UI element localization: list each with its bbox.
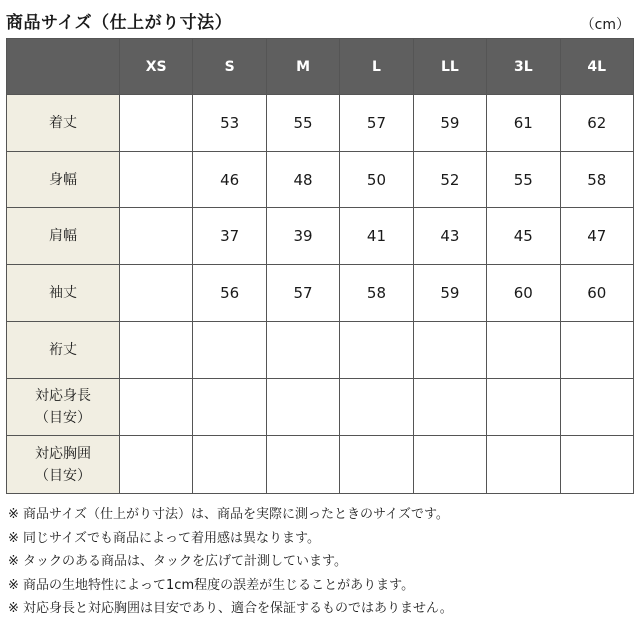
size-value-cell: 61 (487, 95, 560, 152)
header (6, 8, 634, 32)
size-value-cell (487, 321, 560, 378)
size-value-cell: 59 (413, 95, 486, 152)
row-label-text: 身幅 (49, 171, 77, 188)
size-value-cell (560, 378, 633, 436)
size-value-cell: 48 (266, 151, 339, 208)
size-value-cell: 37 (193, 208, 266, 265)
size-value-cell (120, 321, 193, 378)
size-value-cell (413, 436, 486, 494)
size-value-cell: 55 (487, 151, 560, 208)
note-item: ※ 商品サイズ（仕上がり寸法）は、商品を実際に測ったときのサイズです。 (8, 507, 449, 522)
size-value-cell: 46 (193, 151, 266, 208)
row-label-text: 対応身長 (35, 387, 91, 404)
size-value-cell (193, 436, 266, 494)
size-value-cell: 60 (487, 265, 560, 322)
table-row (7, 436, 634, 494)
size-value-cell (120, 436, 193, 494)
row-label (7, 321, 120, 378)
row-label-text: 袖丈 (49, 284, 77, 301)
size-value-cell: 43 (413, 208, 486, 265)
row-label (7, 265, 120, 322)
table-row (7, 95, 634, 152)
size-value-cell: 39 (266, 208, 339, 265)
size-value-cell (193, 378, 266, 436)
row-label-text: 裄丈 (49, 341, 77, 358)
row-label-text: （目安） (35, 409, 91, 426)
row-label (7, 378, 120, 436)
row-label (7, 208, 120, 265)
unit-label: （cm） (580, 17, 630, 33)
size-header-4l: 4L (560, 39, 633, 95)
size-header-l: L (340, 39, 413, 95)
size-value-cell (120, 265, 193, 322)
size-value-cell (413, 321, 486, 378)
row-label-text: 肩幅 (49, 228, 77, 245)
size-value-cell (266, 321, 339, 378)
size-table (6, 38, 634, 494)
table-row (7, 208, 634, 265)
table-row (7, 321, 634, 378)
size-value-cell: 57 (340, 95, 413, 152)
row-label-text: 着丈 (49, 114, 77, 131)
size-value-cell: 58 (340, 265, 413, 322)
table-row (7, 151, 634, 208)
size-value-cell: 62 (560, 95, 633, 152)
size-value-cell (340, 321, 413, 378)
size-value-cell (487, 436, 560, 494)
size-value-cell: 57 (266, 265, 339, 322)
size-value-cell: 58 (560, 151, 633, 208)
size-header-ll: LL (413, 39, 486, 95)
size-value-cell (413, 378, 486, 436)
size-value-cell (266, 436, 339, 494)
row-label (7, 436, 120, 494)
size-value-cell: 52 (413, 151, 486, 208)
table-row (7, 265, 634, 322)
row-label (7, 151, 120, 208)
size-header-3l: 3L (487, 39, 560, 95)
note-item: ※ 商品の生地特性によって1cm程度の誤差が生じることがあります。 (8, 577, 415, 593)
size-value-cell: 50 (340, 151, 413, 208)
row-label (7, 95, 120, 152)
note-item: ※ タックのある商品は、タックを広げて計測しています。 (8, 554, 347, 569)
size-value-cell (120, 151, 193, 208)
row-label-text: 対応胸囲 (35, 445, 91, 462)
table-row (7, 378, 634, 436)
size-value-cell: 59 (413, 265, 486, 322)
notes-list (8, 503, 632, 621)
size-header-xs: XS (120, 39, 193, 95)
size-value-cell (120, 208, 193, 265)
size-value-cell: 56 (193, 265, 266, 322)
size-value-cell: 55 (266, 95, 339, 152)
page-title: 商品サイズ（仕上がり寸法） (6, 13, 233, 33)
size-value-cell (487, 378, 560, 436)
size-value-cell (266, 378, 339, 436)
size-value-cell (120, 378, 193, 436)
size-header-m: M (266, 39, 339, 95)
size-value-cell: 41 (340, 208, 413, 265)
size-value-cell: 47 (560, 208, 633, 265)
size-value-cell (560, 436, 633, 494)
size-value-cell: 45 (487, 208, 560, 265)
size-value-cell: 53 (193, 95, 266, 152)
row-label-text: （目安） (35, 467, 91, 484)
size-value-cell (120, 95, 193, 152)
size-value-cell (193, 321, 266, 378)
size-value-cell (340, 378, 413, 436)
size-header-s: S (193, 39, 266, 95)
size-value-cell (560, 321, 633, 378)
size-value-cell: 60 (560, 265, 633, 322)
corner-cell (7, 39, 120, 95)
note-item: ※ 同じサイズでも商品によって着用感は異なります。 (8, 530, 320, 546)
size-value-cell (340, 436, 413, 494)
note-item: ※ 対応身長と対応胸囲は目安であり、適合を保証するものではありません。 (8, 601, 453, 616)
size-header-row (7, 39, 634, 95)
